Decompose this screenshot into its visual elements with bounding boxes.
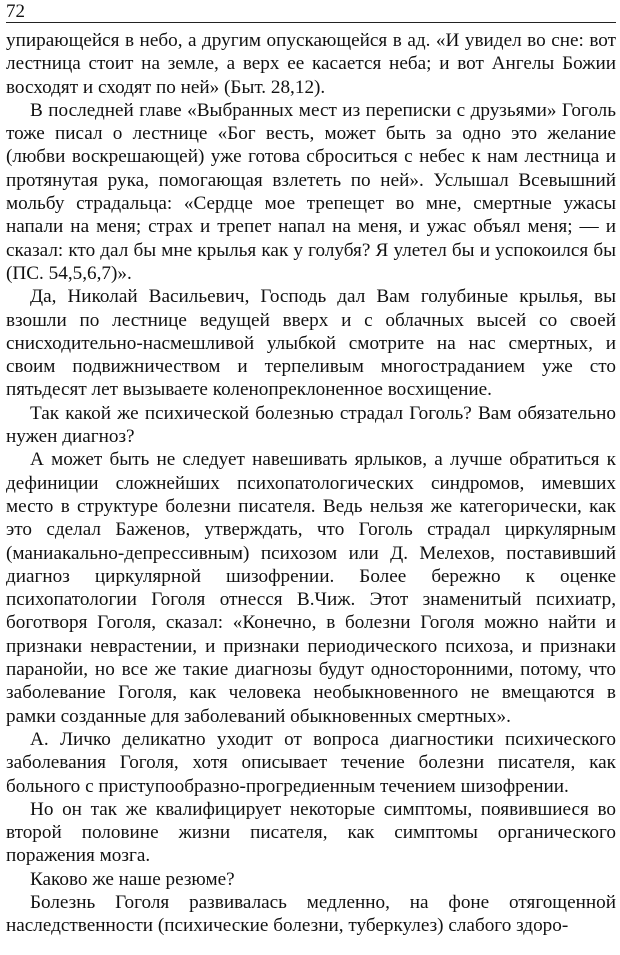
body-text [6, 29, 616, 938]
page-number: 72 [6, 1, 25, 22]
paragraph: В последней главе «Выбранных мест из переписки с друзьями» Гоголь тоже писал о лестнице «Бог весть, может быть за одно это желание (любви воскрешающей) уже готова сброситься с небес к нам лестница и протянутая рука, помогающая взлететь по ней». Услышал Всевышний мольбу страдальца: «Сердце мое трепещет во мне, смертные ужасы напали на меня; страх и трепет напал на меня, и ужас объял меня; — и сказал: кто дал бы мне крылья как у голубя? Я улетел бы и успокоился бы (ПС. 54,5,6,7)». [6, 99, 616, 284]
document-page [6, 0, 616, 938]
paragraph: упирающейся в небо, а другим опускающейся в ад. «И увидел во сне: вот лестница стоит на земле, а верх ее касается неба; и вот Ангелы Божии восходят и сходят по ней» (Быт. 28,12). [6, 30, 616, 98]
paragraph: Так какой же психической болезнью страдал Гоголь? Вам обязательно нужен диагноз? [6, 402, 616, 448]
paragraph: А может быть не следует навешивать ярлыков, а лучше обратиться к дефиниции сложнейших психопатологических синдромов, имевших место в структуре болезни писателя. Ведь нельзя же категорически, как это сделал Баженов, утверждать, что Гоголь страдал циркулярным (маниакально-депрессивным) психозом или Д. Мелехов, поставивший диагноз циркулярной шизофрении. Более бережно к оценке психопатологии Гоголя отнесся В.Чиж. Этот знаменитый психиатр, боготворя Гоголя, сказал: «Конечно, в болезни Гоголя можно найти и признаки неврастении, и признаки периодического психоза, и признаки паранойи, но все же такие диагнозы будут односторонними, потому, что заболевание Гоголя, как человека необыкновенного не вмещаются в рамки созданные для заболеваний обыкновенных смертных». [6, 449, 616, 727]
paragraph: А. Личко деликатно уходит от вопроса диагностики психического заболевания Гоголя, хотя описывает течение болезни писателя, как больного с приступообразно-прогредиенным течением шизофрении. [6, 728, 616, 797]
paragraph: Но он так же квалифицирует некоторые симптомы, появившиеся во второй половине жизни писателя, как симптомы органического поражения мозга. [6, 798, 616, 867]
header-rule [6, 22, 616, 23]
paragraph: Да, Николай Васильевич, Господь дал Вам голубиные крылья, вы взошли по лестнице ведущей вверх и с облачных высей со своей снисходительно-насмешливой улыбкой смотрите на нас смертных, и своим подвижничеством и терпеливым многостраданием уже сто пятьдесят лет вызываете коленопреклоненное восхищение. [6, 286, 616, 401]
paragraph: Болезнь Гоголя развивалась медленно, на фоне отягощенной наследственности (психические болезни, туберкулез) слабого здоро- [6, 891, 616, 937]
paragraph: Каково же наше резюме? [30, 868, 235, 890]
